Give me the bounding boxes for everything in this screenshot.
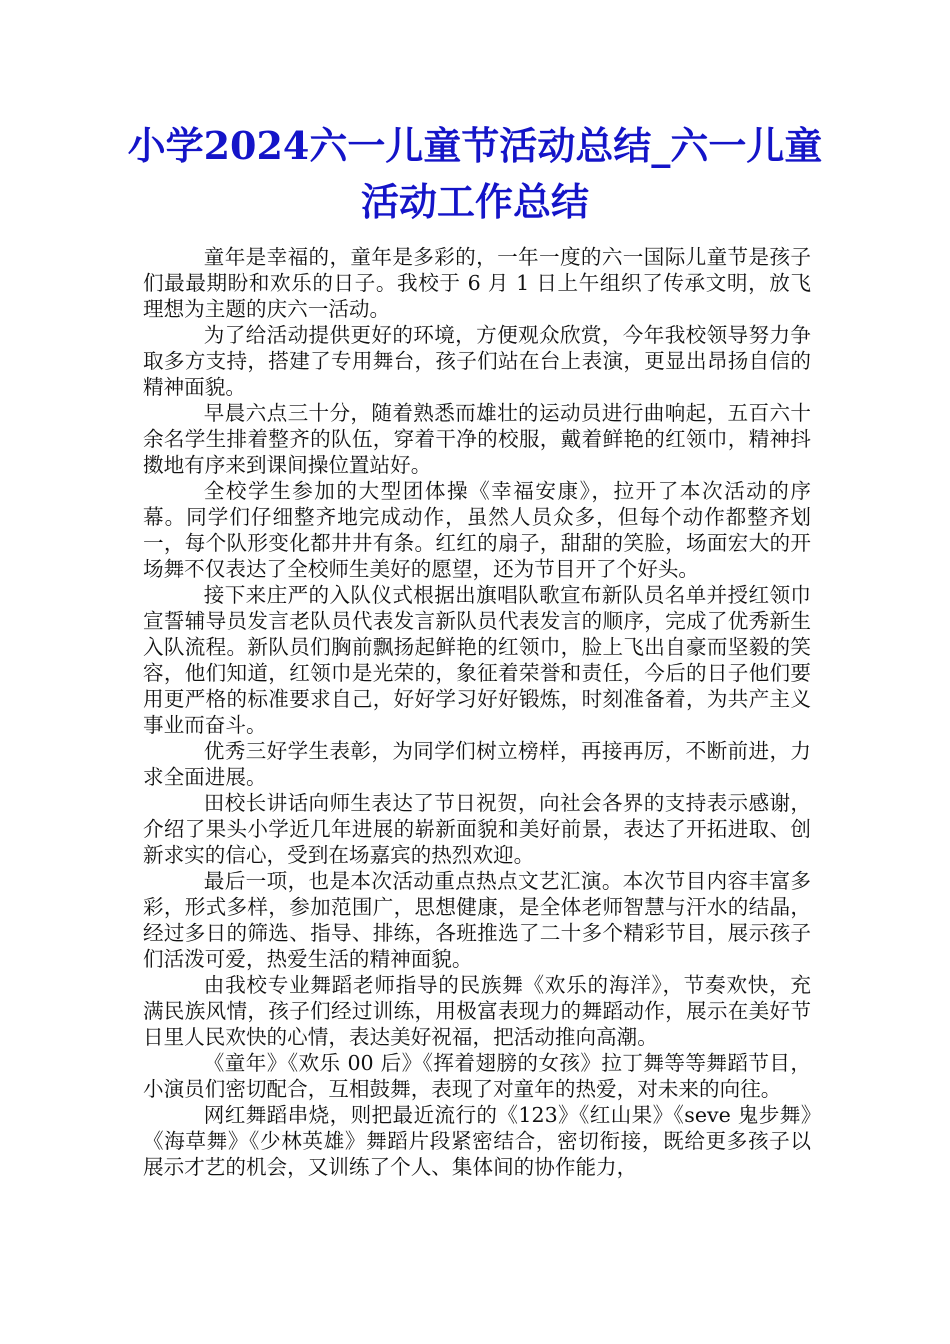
paragraph: 田校长讲话向师生表达了节日祝贺，向社会各界的支持表示感谢，介绍了果头小学近几年进展的崭新面貌和美好前景，表达了开拓进取、创新求实的信心，受到在场嘉宾的热烈欢迎。 — [143, 791, 811, 867]
paragraph: 为了给活动提供更好的环境，方便观众欣赏，今年我校领导努力争取多方支持，搭建了专用舞台，孩子们站在台上表演，更显出昂扬自信的精神面貌。 — [143, 323, 811, 399]
document-body — [143, 244, 811, 1180]
paragraph: 《童年》《欢乐 00 后》《挥着翅膀的女孩》拉丁舞等等舞蹈节目，小演员们密切配合，互相鼓舞，表现了对童年的热爱，对未来的向往。 — [143, 1051, 811, 1101]
paragraph: 早晨六点三十分，随着熟悉而雄壮的运动员进行曲响起，五百六十余名学生排着整齐的队伍，穿着干净的校服，戴着鲜艳的红领巾，精神抖擞地有序来到课间操位置站好。 — [143, 401, 811, 477]
paragraph: 童年是幸福的，童年是多彩的，一年一度的六一国际儿童节是孩子们最最期盼和欢乐的日子。我校于 6 月 1 日上午组织了传承文明，放飞理想为主题的庆六一活动。 — [143, 245, 811, 321]
paragraph: 全校学生参加的大型团体操《幸福安康》，拉开了本次活动的序幕。同学们仔细整齐地完成动作，虽然人员众多，但每个动作都整齐划一，每个队形变化都井井有条。红红的扇子，甜甜的笑脸，场面宏大的开场舞不仅表达了全校师生美好的愿望，还为节目开了个好头。 — [143, 479, 811, 581]
paragraph: 网红舞蹈串烧，则把最近流行的《123》《红山果》《seve 鬼步舞》《海草舞》《少林英雄》舞蹈片段紧密结合，密切衔接，既给更多孩子以展示才艺的机会，又训练了个人、集体间的协作能力， — [143, 1103, 811, 1179]
paragraph: 优秀三好学生表彰，为同学们树立榜样，再接再厉，不断前进，力求全面进展。 — [143, 739, 811, 789]
paragraph: 接下来庄严的入队仪式根据出旗唱队歌宣布新队员名单并授红领巾宣誓辅导员发言老队员代表发言新队员代表发言的顺序，完成了优秀新生入队流程。新队员们胸前飘扬起鲜艳的红领巾，脸上飞出自豪而坚毅的笑容，他们知道，红领巾是光荣的，象征着荣誉和责任，今后的日子他们要用更严格的标准要求自己，好好学习好好锻炼，时刻准备着，为共产主义事业而奋斗。 — [143, 583, 811, 737]
document-title: 小学2024六一儿童节活动总结_六一儿童活动工作总结 — [127, 123, 823, 224]
paragraph: 由我校专业舞蹈老师指导的民族舞《欢乐的海洋》，节奏欢快，充满民族风情，孩子们经过训练，用极富表现力的舞蹈动作，展示在美好节日里人民欢快的心情，表达美好祝福，把活动推向高潮。 — [143, 973, 811, 1049]
paragraph: 最后一项，也是本次活动重点热点文艺汇演。本次节目内容丰富多彩，形式多样，参加范围广，思想健康，是全体老师智慧与汗水的结晶，经过多日的筛选、指导、排练，各班推选了二十多个精彩节目，展示孩子们活泼可爱，热爱生活的精神面貌。 — [143, 869, 811, 971]
